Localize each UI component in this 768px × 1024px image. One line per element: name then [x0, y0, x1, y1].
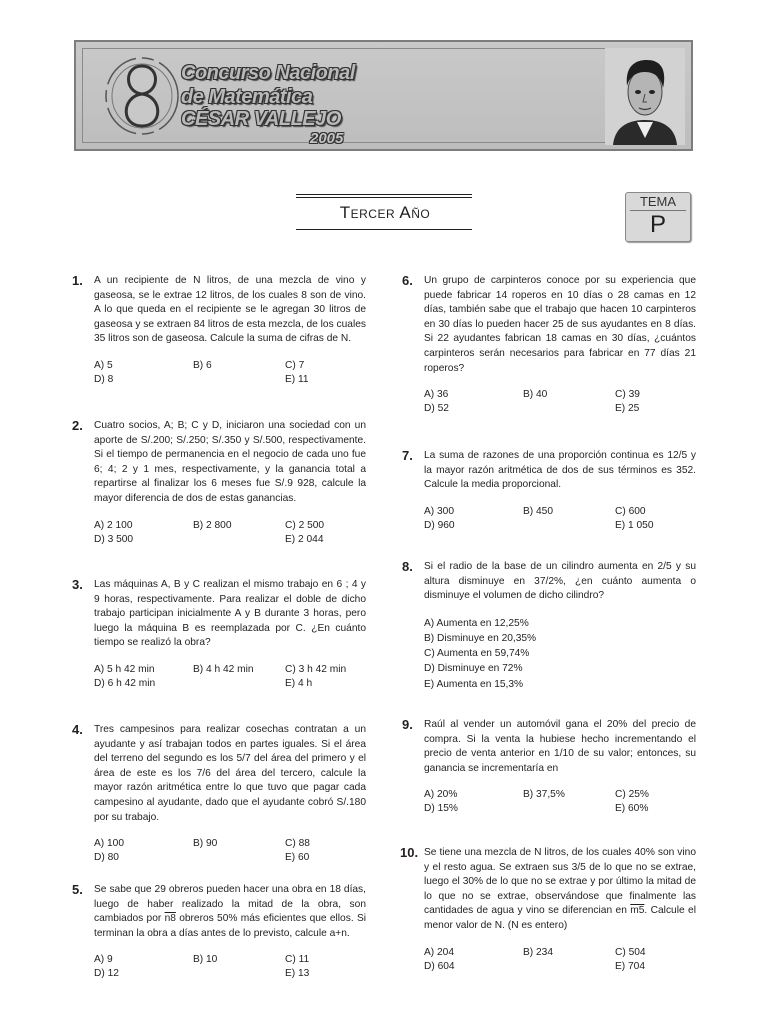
overline-number: n8 [164, 913, 176, 925]
option-b: B) 4 h 42 min [193, 663, 254, 675]
option-d: D) 12 [94, 968, 119, 980]
options [94, 663, 366, 693]
option-c: C) 88 [285, 838, 310, 850]
options [94, 519, 366, 549]
option-d: D) 960 [424, 519, 455, 531]
options [424, 946, 696, 976]
option-d: D) Disminuye en 72% [424, 663, 523, 675]
option-b: B) 450 [523, 505, 554, 517]
question-number: 2. [72, 418, 83, 433]
option-c: C) 600 [615, 505, 646, 517]
option-d: D) 80 [94, 852, 119, 864]
contest-title-line3: CÉSAR VALLEJO [181, 108, 341, 130]
level-rule-top2 [296, 197, 472, 198]
option-e: E) Aumenta en 15,3% [424, 678, 524, 690]
option-a: A) 5 [94, 359, 113, 371]
question-6 [402, 273, 696, 418]
question-number: 3. [72, 577, 83, 592]
question-4 [72, 722, 366, 867]
question-number: 1. [72, 273, 83, 288]
question-number: 4. [72, 722, 83, 737]
question-text: Las máquinas A, B y C realizan el mismo trabajo en 6 ; 4 y 9 horas, respectivamente. Para realizar el doble de dicho trabajo participan inicialmente A y B durante 3 horas, pero luego la máquina B es reemplazada por C. ¿En cuánto tiempo se realizó la obra? [94, 579, 366, 649]
question-text: Tres campesinos para realizar cosechas contratan a un ayudante y así trabajan todos en partes iguales. Si el área del terreno del segundo es los 5/7 del área del primero y el área de este es los 7/6 del área del tercero, calcule la mayor razón aritmética entre lo que tuvo que pagar cada campesino al ayudante, dado que el ayudante cobró S/.180 por su trabajo. [94, 724, 366, 823]
option-d: D) 52 [424, 403, 449, 415]
option-a: A) 5 h 42 min [94, 663, 155, 675]
question-number: 9. [402, 717, 413, 732]
contest-logo-icon [102, 52, 182, 138]
question-8 [402, 559, 696, 692]
question-text: La suma de razones de una proporción continua es 12/5 y la mayor razón aritmética de dos de sus términos es 352. Calcule la media proporcional. [424, 450, 696, 491]
question-number: 5. [72, 882, 83, 897]
question-5 [72, 882, 366, 983]
option-a: A) 20% [424, 789, 458, 801]
option-b: B) 90 [193, 838, 218, 850]
option-c: C) 7 [285, 359, 305, 371]
option-b: B) 6 [193, 359, 212, 371]
option-e: E) 704 [615, 960, 646, 972]
option-b: B) 40 [523, 389, 548, 401]
option-e: E) 25 [615, 403, 640, 415]
overline-number: m5 [630, 905, 645, 917]
option-c: C) 11 [285, 954, 310, 966]
question-number: 8. [402, 559, 413, 574]
question-text: Cuatro socios, A; B; C y D, iniciaron una sociedad con un aporte de S/.200; S/.250; S/.350 y S/.500, respectivamente. Si el tiempo de permanencia en el negocio de cada uno fue 6; 4; 2 y 1 mes, respectivamente, y la ganancia total a repartirse al finalizar los 6 meses fue S/.9 928, calcule la mayor diferencia de dos de estas ganancias. [94, 420, 366, 504]
question-10 [400, 845, 696, 976]
option-e: E) 2 044 [285, 533, 324, 545]
question-9 [402, 717, 696, 818]
option-e: E) 60% [615, 803, 649, 815]
question-number: 10. [400, 845, 419, 860]
option-c: C) 2 500 [285, 519, 325, 531]
question-text-part: Se sabe que 29 obreros pueden hacer una obra en 18 días, luego de haber realizado la mitad de la obra, son cambiados por [94, 884, 366, 925]
tema-letter: P [649, 211, 666, 238]
header-banner [74, 40, 693, 151]
portrait-image [605, 48, 685, 145]
option-e: E) 60 [285, 852, 310, 864]
option-c: C) 25% [615, 789, 649, 801]
option-e: E) 1 050 [615, 519, 654, 531]
option-a: A) 2 100 [94, 519, 133, 531]
question-text-part: obreros 50% más eficientes que ellos. Si terminan la obra a días antes de lo previsto, calcule a+n. [94, 913, 366, 939]
option-c: C) 504 [615, 946, 646, 958]
question-1 [72, 273, 366, 389]
question-text [94, 883, 366, 941]
question-text: Si el radio de la base de un cilindro aumenta en 2/5 y su altura disminuye en 37/2%, ¿en cuánto aumenta o disminuye el volumen de dicho cilindro? [424, 561, 696, 602]
option-b: B) 37,5% [523, 789, 565, 801]
option-e: E) 11 [285, 373, 309, 385]
options [424, 505, 696, 535]
option-a: A) 300 [424, 505, 455, 517]
option-b: B) 234 [523, 946, 554, 958]
option-d: D) 15% [424, 803, 458, 815]
contest-title-line1: Concurso Nacional [181, 62, 355, 84]
options [94, 953, 366, 983]
question-text [424, 846, 696, 934]
option-d: D) 6 h 42 min [94, 677, 156, 689]
option-b: B) 2 800 [193, 519, 232, 531]
question-text: Un grupo de carpinteros conoce por su experiencia que puede fabricar 14 roperos en 10 días o 28 camas en 12 días, también sabe que el trabajo que hacen 10 carpinteros en 30 días lo pueden hacer 25 de sus ayudantes en 8 días. Si 22 ayudantes fabrican 18 camas en 30 días, ¿cuántos carpinteros serán necesarios para fabricar en 77 días 21 roperos? [424, 275, 696, 374]
option-a: A) Aumenta en 12,25% [424, 617, 529, 629]
option-c: C) 3 h 42 min [285, 663, 347, 675]
option-d: D) 604 [424, 960, 455, 972]
option-e: E) 13 [285, 968, 310, 980]
tema-box [625, 192, 691, 242]
question-text-part: Se tiene una mezcla de N litros, de los cuales 40% son vino y el resto agua. Se extraen sus 3/5 de lo que no se extrae, luego el 30% de lo que no se extrae y por último la mitad de lo que no se extrae, observándose que finalmente las cantidades de agua y vino se diferencian en [424, 847, 696, 917]
option-a: A) 36 [424, 389, 449, 401]
contest-title-line2: de Matemática [181, 86, 313, 108]
question-number: 6. [402, 273, 413, 288]
option-c: C) Aumenta en 59,74% [424, 648, 530, 660]
option-a: A) 204 [424, 946, 455, 958]
option-a: A) 9 [94, 954, 113, 966]
level-heading: Tercer Año [339, 203, 431, 222]
level-rule-bottom [296, 229, 472, 230]
options [94, 837, 366, 867]
options [424, 788, 696, 818]
question-3 [72, 577, 366, 693]
option-c: C) 39 [615, 389, 640, 401]
question-text: Raúl al vender un automóvil gana el 20% del precio de compra. Si la venta la hubiese hecho incrementando el precio de venta anterior en 1/10 de su valor; entonces, su ganancia se incrementaría en [424, 719, 696, 774]
option-a: A) 100 [94, 838, 125, 850]
option-d: D) 3 500 [94, 533, 134, 545]
option-d: D) 8 [94, 373, 114, 385]
options [424, 616, 696, 692]
contest-year: 2005 [310, 130, 344, 147]
question-7 [402, 448, 696, 535]
question-text-part: . Calcule el menor valor de N. (N es entero) [424, 905, 696, 931]
question-2 [72, 418, 366, 549]
options [424, 388, 696, 418]
question-number: 7. [402, 448, 413, 463]
option-b: B) 10 [193, 954, 218, 966]
question-text: A un recipiente de N litros, de una mezcla de vino y gaseosa, se le extrae 12 litros, de los cuales 8 son de vino. A lo que queda en el recipiente se le agregan 30 litros de gaseosa y se extraen 84 litros de esta mezcla, de los cuales 35 litros son de gaseosa. Calcule la suma de cifras de N. [94, 275, 366, 345]
level-rule-top [296, 194, 472, 195]
tema-label: TEMA [639, 194, 677, 209]
option-e: E) 4 h [285, 677, 313, 689]
option-b: B) Disminuye en 20,35% [424, 632, 537, 644]
options [94, 359, 366, 389]
